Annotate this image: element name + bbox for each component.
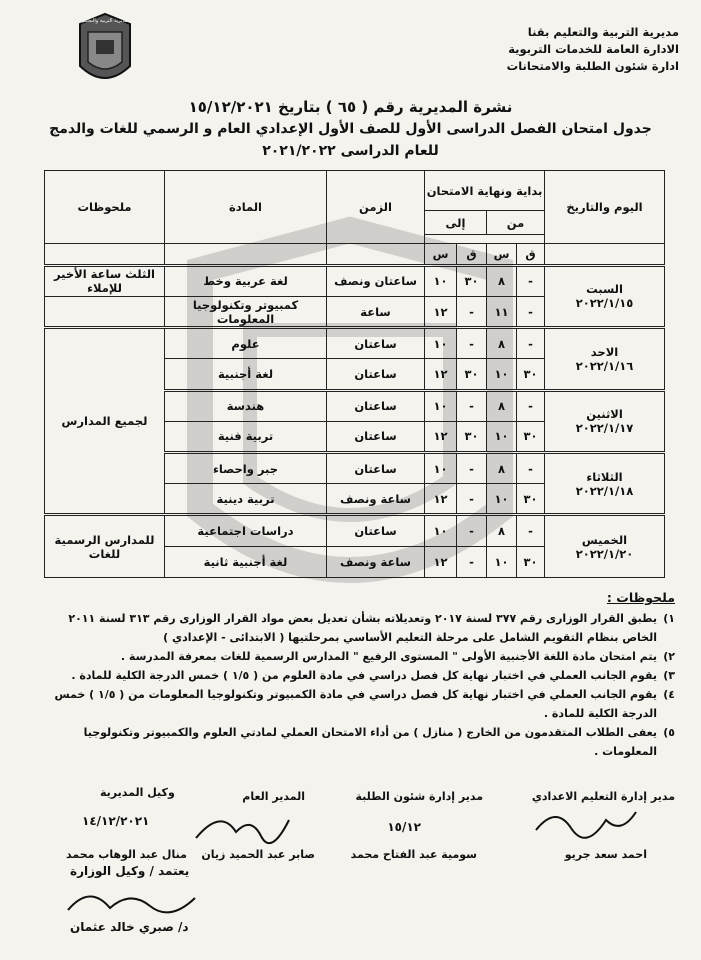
duration-cell: ساعة <box>327 296 425 327</box>
start-minutes: - <box>517 452 545 483</box>
end-minutes: - <box>457 452 487 483</box>
duration-cell: ساعتان <box>327 328 425 359</box>
start-hours: ١٠ <box>487 484 517 515</box>
handwritten-date: ١٥/١٢ <box>387 820 421 834</box>
duration-cell: ساعتان <box>327 515 425 546</box>
day-cell: الثلاثاء ٢٠٢٢/١/١٨ <box>545 452 665 514</box>
header-minutes: ق <box>457 243 487 265</box>
table-row <box>45 265 665 296</box>
subject-cell: كمبيوتر وتكنولوجيا المعلومات <box>165 296 327 327</box>
signature-title: وكيل المديرية <box>100 786 175 799</box>
duration-cell: ساعتان <box>327 390 425 421</box>
end-hours: ١٠ <box>425 328 457 359</box>
end-hours: ١٢ <box>425 421 457 452</box>
start-hours: ٨ <box>487 328 517 359</box>
duration-cell: ساعتان <box>327 421 425 452</box>
subject-cell: تربية دينية <box>165 484 327 515</box>
subject-cell: هندسة <box>165 390 327 421</box>
header-from: من <box>487 211 545 235</box>
subject-cell: لغة عربية وخط <box>165 265 327 296</box>
document-titles <box>20 96 681 162</box>
signature-scribble-icon <box>531 800 641 842</box>
authority-line-1: مديرية التربية والتعليم بقنا <box>527 25 679 39</box>
start-minutes: - <box>517 390 545 421</box>
academic-year: للعام الدراسى ٢٠٢١/٢٠٢٢ <box>262 143 439 159</box>
handwritten-date: ١٤/١٢/٢٠٢١ <box>82 814 150 828</box>
header-subject: المادة <box>165 171 327 244</box>
day-cell: الخميس ٢٠٢٢/١/٢٠ <box>545 515 665 578</box>
end-minutes: ٣٠ <box>457 265 487 296</box>
start-hours: ١١ <box>487 296 517 327</box>
end-hours: ١٢ <box>425 546 457 577</box>
subject-cell: تربية فنية <box>165 421 327 452</box>
authority-line-2: الادارة العامة للخدمات التربوية <box>508 42 679 56</box>
start-hours: ٨ <box>487 515 517 546</box>
signature-title: المدير العام <box>242 790 305 803</box>
start-minutes: ٣٠ <box>517 546 545 577</box>
end-minutes: - <box>457 484 487 515</box>
duration-cell: ساعة ونصف <box>327 484 425 515</box>
logo-text: مديرية التربية والتعليم <box>82 18 128 24</box>
note-item: ١) يطبق القرار الوزارى رقم ٣٧٧ لسنة ٢٠١٧ وتعديلاته بشأن تعديل بعض مواد القرار الوزارى رقم ٣١٣ لسنة ٢٠١١ الخاص بنظام التقويم الشامل على مرحلة التعليم الأساسي بمرحلتيها ( الابتدائى - الإعدادي ) <box>68 612 675 644</box>
end-minutes: - <box>457 515 487 546</box>
duration-cell: ساعتان <box>327 452 425 483</box>
note-cell: الثلث ساعة الأخير للإملاء <box>45 265 165 296</box>
header-time-range: بداية ونهاية الامتحان <box>425 171 545 211</box>
table-row <box>45 515 665 546</box>
start-hours: ١٠ <box>487 359 517 390</box>
issuing-authority <box>479 24 679 75</box>
signatory-name: سومية عبد الفتاح محمد <box>350 848 477 861</box>
note-item: ٣) يقوم الجانب العملي في اختبار نهاية كل فصل دراسي في مادة العلوم من ( ١/٥ ) خمس الدرجة الكلية للمادة . <box>71 669 675 682</box>
start-minutes: - <box>517 296 545 327</box>
header-hours: س <box>487 243 517 265</box>
subject-cell: دراسات اجتماعية <box>165 515 327 546</box>
day-cell: الاثنين ٢٠٢٢/١/١٧ <box>545 390 665 452</box>
signature-title: مدير إدارة شئون الطلبة <box>355 790 483 803</box>
header-minutes: ق <box>517 243 545 265</box>
header-notes: ملحوظات <box>45 171 165 244</box>
start-minutes: - <box>517 515 545 546</box>
end-hours: ١٠ <box>425 515 457 546</box>
note-item: ٤) يقوم الجانب العملي في اختبار نهاية كل فصل دراسي في مادة الكمبيوتر وتكنولوجيا المعلومات من ( ١/٥ ) خمس الدرجة الكلية للمادة . <box>54 688 675 720</box>
approver-name: د/ صبري خالد عثمان <box>70 920 189 934</box>
note-cell: لجميع المدارس <box>45 328 165 515</box>
header-day-date: اليوم والتاريخ <box>545 171 665 244</box>
subject-cell: علوم <box>165 328 327 359</box>
header-duration: الزمن <box>327 171 425 244</box>
end-hours: ١٢ <box>425 296 457 327</box>
duration-cell: ساعتان <box>327 359 425 390</box>
start-hours: ٨ <box>487 452 517 483</box>
subject-cell: لغة أجنبية ثانية <box>165 546 327 577</box>
signatory-name: احمد سعد جريو <box>564 848 647 861</box>
header-to: إلى <box>425 211 487 235</box>
subject-cell: لغة أجنبية <box>165 359 327 390</box>
note-item: ٥) يعفى الطلاب المتقدمون من الخارج ( منازل ) من أداء الامتحان العملي لمادتي العلوم والكمبيوتر وتكنولوجيا المعلومات . <box>83 726 675 758</box>
end-minutes: ٣٠ <box>457 359 487 390</box>
day-cell: الاحد ٢٠٢٢/١/١٦ <box>545 328 665 390</box>
note-cell: للمدارس الرسمية للغات <box>45 515 165 578</box>
authority-line-3: ادارة شئون الطلبة والامتحانات <box>506 59 679 73</box>
end-minutes: - <box>457 390 487 421</box>
duration-cell: ساعة ونصف <box>327 546 425 577</box>
end-hours: ١٢ <box>425 484 457 515</box>
duration-cell: ساعتان ونصف <box>327 265 425 296</box>
start-hours: ٨ <box>487 390 517 421</box>
end-minutes: - <box>457 546 487 577</box>
notes-section <box>30 588 675 761</box>
signature-scribble-icon <box>60 880 200 920</box>
signatory-name: صابر عبد الحميد زيان <box>201 848 315 861</box>
table-row <box>45 328 665 359</box>
end-hours: ١٠ <box>425 452 457 483</box>
bulletin-number: نشرة المديرية رقم ( ٦٥ ) بتاريخ ١٥/١٢/٢٠٢١ <box>188 98 513 116</box>
end-hours: ١٢ <box>425 359 457 390</box>
start-hours: ١٠ <box>487 546 517 577</box>
start-hours: ١٠ <box>487 421 517 452</box>
start-minutes: - <box>517 265 545 296</box>
signature-title: مدير إدارة التعليم الاعدادي <box>531 790 675 803</box>
start-hours: ٨ <box>487 265 517 296</box>
signature-scribble-icon <box>191 806 291 846</box>
day-cell: السبت ٢٠٢٢/١/١٥ <box>545 265 665 327</box>
note-item: ٢) يتم امتحان مادة اللغة الأجنبية الأولى " المستوى الرفيع " المدارس الرسمية للغات بمعرفة المدرسة . <box>120 650 675 663</box>
end-minutes: - <box>457 296 487 327</box>
directorate-logo-icon <box>74 10 136 92</box>
signatory-name: منال عبد الوهاب محمد <box>66 848 187 861</box>
approval-label: يعتمد / وكيل الوزارة <box>70 864 190 878</box>
schedule-title: جدول امتحان الفصل الدراسى الأول للصف الأول الإعدادي العام و الرسمي للغات والدمج <box>49 121 652 137</box>
notes-heading: ملحوظات : <box>606 590 675 605</box>
exam-schedule-table <box>44 170 665 578</box>
start-minutes: - <box>517 328 545 359</box>
end-minutes: - <box>457 328 487 359</box>
end-hours: ١٠ <box>425 390 457 421</box>
subject-cell: جبر واحصاء <box>165 452 327 483</box>
start-minutes: ٣٠ <box>517 421 545 452</box>
header-hours: س <box>425 243 457 265</box>
end-hours: ١٠ <box>425 265 457 296</box>
end-minutes: ٣٠ <box>457 421 487 452</box>
start-minutes: ٣٠ <box>517 484 545 515</box>
start-minutes: ٣٠ <box>517 359 545 390</box>
